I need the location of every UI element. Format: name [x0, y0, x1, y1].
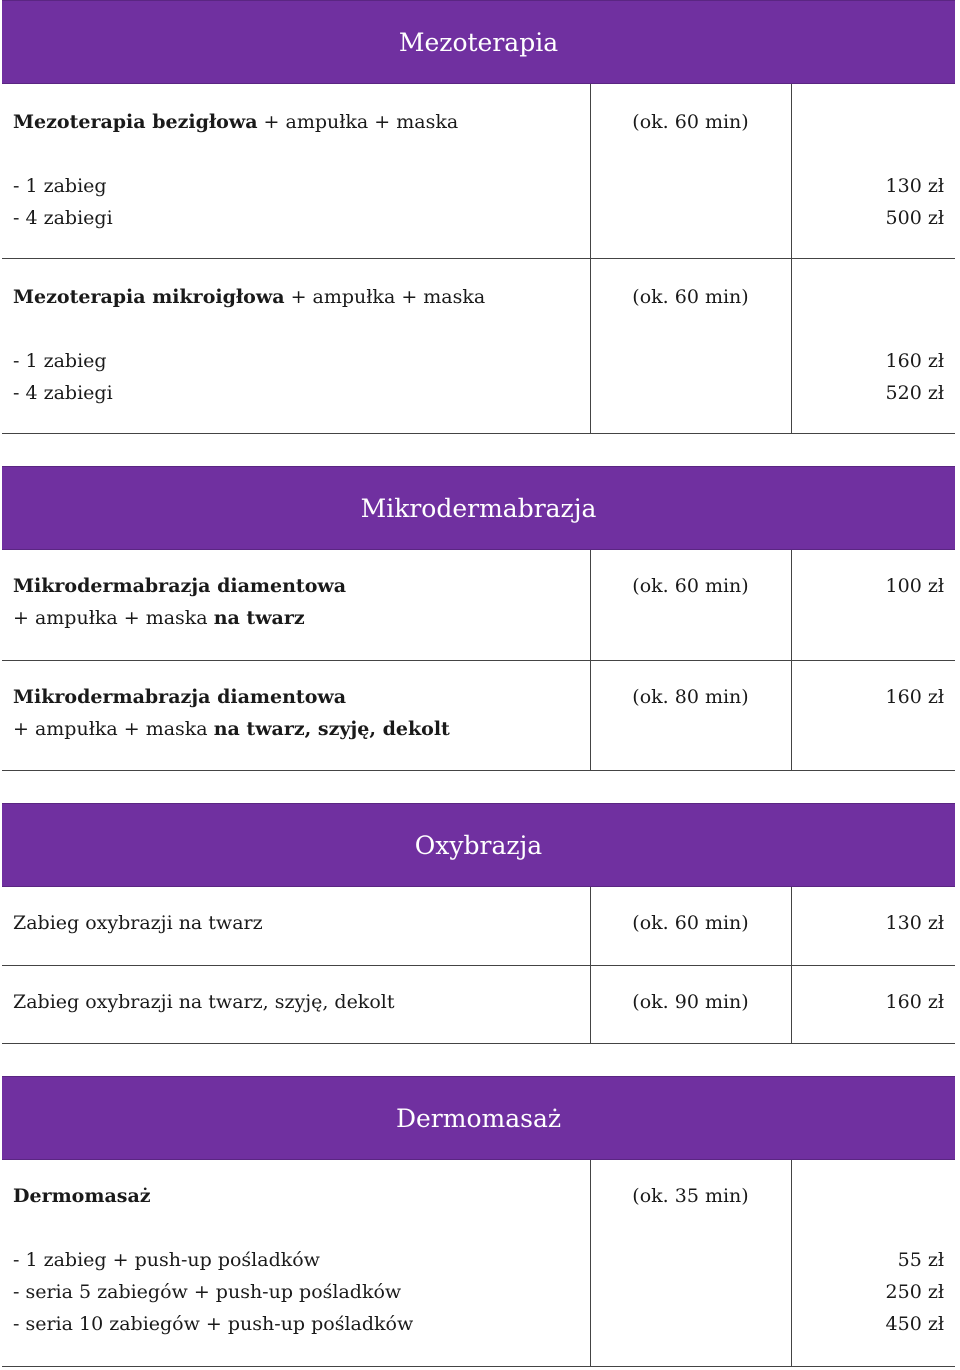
section-oxybrazja [2, 803, 955, 1044]
table-row [2, 965, 955, 1043]
duration: (ok. 60 min) [590, 84, 791, 258]
service-name: Mikrodermabrazja diamentowa [13, 685, 347, 708]
price: 100 zł [791, 550, 955, 660]
price: 500 zł [885, 207, 944, 229]
service-name: Zabieg oxybrazji na twarz, szyję, dekolt [2, 965, 590, 1043]
section-header: Dermomasaż [2, 1076, 955, 1160]
price: 160 zł [791, 660, 955, 770]
option-label: - 4 zabiegi [13, 207, 113, 229]
service-addons: + ampułka + maska [257, 111, 459, 133]
service-area: na twarz [213, 607, 305, 629]
price-table [2, 84, 955, 434]
table-row [2, 1160, 955, 1366]
price-table [2, 1160, 955, 1367]
option-label: - 1 zabieg + push-up pośladków [13, 1249, 320, 1271]
section-dermomasaz [2, 1076, 955, 1367]
service-addons: + ampułka + maska [284, 285, 486, 308]
price: 250 zł [885, 1281, 944, 1303]
section-header: Mikrodermabrazja [2, 466, 955, 550]
option-label: - 4 zabiegi [13, 381, 113, 404]
service-addons: + ampułka + maska [13, 717, 214, 740]
price: 130 zł [791, 887, 955, 965]
section-mikrodermabrazja [2, 466, 955, 771]
duration: (ok. 60 min) [590, 258, 791, 433]
service-name: Mezoterapia mikroigłowa [13, 285, 285, 308]
service-area: na twarz, szyję, dekolt [213, 717, 450, 740]
price: 160 zł [791, 965, 955, 1043]
option-label: - seria 10 zabiegów + push-up pośladków [13, 1313, 414, 1335]
table-row [2, 887, 955, 965]
duration: (ok. 60 min) [590, 887, 791, 965]
table-row [2, 258, 955, 433]
service-name: Dermomasaż [13, 1185, 151, 1207]
table-row [2, 550, 955, 660]
duration: (ok. 90 min) [590, 965, 791, 1043]
duration: (ok. 35 min) [590, 1160, 791, 1366]
service-addons: + ampułka + maska [13, 607, 214, 629]
duration: (ok. 80 min) [590, 660, 791, 770]
table-row [2, 84, 955, 258]
price-table [2, 887, 955, 1044]
duration: (ok. 60 min) [590, 550, 791, 660]
service-name: Mezoterapia bezigłowa [13, 111, 258, 133]
table-row [2, 660, 955, 770]
section-header: Oxybrazja [2, 803, 955, 887]
service-name: Mikrodermabrazja diamentowa [13, 575, 347, 597]
price: 160 zł [885, 349, 944, 372]
section-mezoterapia [2, 0, 955, 434]
price: 130 zł [885, 175, 944, 197]
price: 55 zł [897, 1249, 944, 1271]
service-name: Zabieg oxybrazji na twarz [2, 887, 590, 965]
price: 520 zł [885, 381, 944, 404]
price: 450 zł [885, 1313, 944, 1335]
option-label: - seria 5 zabiegów + push-up pośladków [13, 1281, 402, 1303]
option-label: - 1 zabieg [13, 175, 107, 197]
option-label: - 1 zabieg [13, 349, 107, 372]
section-header: Mezoterapia [2, 0, 955, 84]
price-table [2, 550, 955, 771]
